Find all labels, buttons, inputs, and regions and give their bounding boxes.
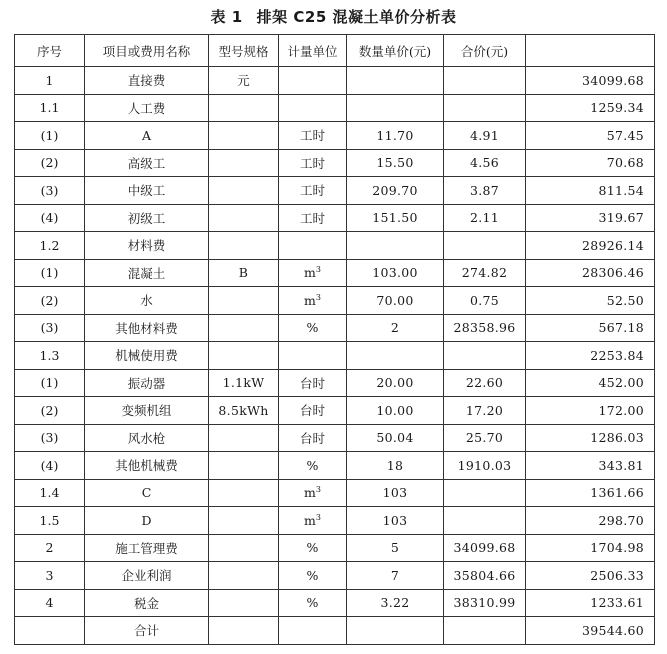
cell-unit-text: m — [304, 512, 316, 528]
cell-amount — [444, 589, 526, 617]
cell-qty-text: 7 — [390, 567, 400, 583]
cell-name — [85, 534, 209, 562]
cell-no — [15, 507, 85, 535]
cell-qty-text: 15.50 — [376, 155, 414, 171]
cell-no-text: (4) — [40, 457, 59, 473]
cell-name — [85, 94, 209, 122]
cell-unit — [279, 369, 347, 397]
cell-qty-text: 3.22 — [380, 595, 410, 611]
cell-name-text: A — [141, 127, 152, 143]
cell-amount — [444, 507, 526, 535]
cell-unit — [279, 534, 347, 562]
cell-name — [85, 122, 209, 150]
cell-total — [526, 534, 655, 562]
cell-no-text: 1.1 — [39, 100, 60, 116]
table-row — [15, 369, 655, 397]
cell-name — [85, 424, 209, 452]
table-body — [15, 67, 655, 645]
unit-superscript: 3 — [315, 485, 321, 495]
cell-total-text: 319.67 — [598, 210, 644, 226]
cell-name — [85, 342, 209, 370]
cell-spec — [209, 287, 279, 315]
unit-superscript: 3 — [315, 265, 321, 275]
cell-name — [85, 259, 209, 287]
cell-spec — [209, 397, 279, 425]
cell-name-text: 初级工 — [127, 210, 166, 226]
cell-no — [15, 424, 85, 452]
cell-unit — [279, 177, 347, 205]
cell-no — [15, 397, 85, 425]
table-row — [15, 452, 655, 480]
cell-qty — [347, 342, 444, 370]
table-row — [15, 479, 655, 507]
header-unit: 计量单位 — [279, 35, 347, 67]
cell-no-text: (3) — [40, 182, 59, 198]
cell-no-text: (1) — [40, 375, 59, 391]
cell-no — [15, 259, 85, 287]
cell-total-text: 34099.68 — [581, 72, 644, 88]
cell-qty — [347, 479, 444, 507]
cell-name-text: C — [141, 485, 152, 501]
cell-qty-text: 50.04 — [376, 430, 414, 446]
cell-no-text: 3 — [45, 567, 54, 583]
cell-unit — [279, 122, 347, 150]
cell-no — [15, 232, 85, 260]
cell-amount-text: 25.70 — [465, 430, 504, 446]
cell-qty-text: 70.00 — [376, 292, 414, 308]
cell-qty — [347, 232, 444, 260]
cell-total — [526, 94, 655, 122]
table-title-text: 排架 C25 混凝土单价分析表 — [256, 8, 457, 26]
cell-total — [526, 314, 655, 342]
cell-unit — [279, 314, 347, 342]
cell-total — [526, 204, 655, 232]
cell-total — [526, 424, 655, 452]
cell-total — [526, 232, 655, 260]
cell-total-text: 172.00 — [598, 402, 644, 418]
cell-spec — [209, 122, 279, 150]
cell-total — [526, 617, 655, 645]
cell-amount-text: 2.11 — [469, 210, 500, 226]
cell-unit-text: % — [306, 595, 319, 611]
cell-amount — [444, 342, 526, 370]
cell-amount-text: 1910.03 — [457, 457, 512, 473]
cell-qty — [347, 94, 444, 122]
unit-superscript: 3 — [315, 512, 321, 522]
cell-unit — [279, 589, 347, 617]
cell-spec — [209, 424, 279, 452]
cell-amount-text: 0.75 — [469, 292, 500, 308]
cell-total-text: 811.54 — [598, 182, 644, 198]
cell-spec — [209, 342, 279, 370]
cell-total — [526, 369, 655, 397]
cell-qty — [347, 177, 444, 205]
cell-total-text: 1704.98 — [590, 540, 644, 556]
cell-total-text: 298.70 — [598, 512, 644, 528]
cell-no-text: 1.3 — [39, 347, 60, 363]
cell-no — [15, 342, 85, 370]
cell-no-text: 1.2 — [39, 237, 60, 253]
cell-no — [15, 479, 85, 507]
cell-amount — [444, 452, 526, 480]
cell-unit — [279, 617, 347, 645]
cell-name — [85, 314, 209, 342]
cell-no-text: (1) — [40, 265, 59, 281]
cell-amount — [444, 232, 526, 260]
cell-unit-text: m — [304, 292, 316, 308]
cell-no — [15, 314, 85, 342]
cell-qty-text: 20.00 — [376, 375, 414, 391]
cell-spec — [209, 232, 279, 260]
table-row — [15, 232, 655, 260]
table-row — [15, 562, 655, 590]
cell-no — [15, 452, 85, 480]
cell-unit-text: 工时 — [299, 155, 325, 171]
cell-total — [526, 67, 655, 95]
cell-unit-text: % — [306, 457, 319, 473]
cell-amount — [444, 287, 526, 315]
cell-unit — [279, 259, 347, 287]
table-row — [15, 122, 655, 150]
cell-no — [15, 562, 85, 590]
cell-total-text: 452.00 — [598, 375, 644, 391]
cell-name-text: 风水枪 — [127, 430, 166, 446]
cell-name-text: 水 — [140, 293, 153, 309]
cell-amount — [444, 424, 526, 452]
cell-total-text: 1259.34 — [590, 100, 644, 116]
cell-amount — [444, 94, 526, 122]
cell-no-text: (4) — [40, 210, 59, 226]
cell-name-text: 合计 — [133, 623, 159, 639]
cell-name-text: 变频机组 — [121, 403, 172, 419]
cell-no-text: (2) — [40, 155, 59, 171]
cell-amount — [444, 397, 526, 425]
header-no: 序号 — [15, 35, 85, 67]
table-row — [15, 204, 655, 232]
cell-qty-text: 103 — [382, 512, 408, 528]
cell-amount — [444, 479, 526, 507]
cell-qty — [347, 589, 444, 617]
cell-unit — [279, 507, 347, 535]
cell-name-text: 税金 — [133, 595, 159, 611]
cell-unit — [279, 479, 347, 507]
table-row — [15, 507, 655, 535]
cell-no-text: 4 — [45, 595, 54, 611]
cell-name — [85, 232, 209, 260]
cell-name — [85, 149, 209, 177]
cell-name — [85, 452, 209, 480]
cell-no — [15, 617, 85, 645]
cell-name-text: D — [141, 512, 152, 528]
cell-amount — [444, 67, 526, 95]
cell-no-text: 1.4 — [39, 485, 60, 501]
cell-name — [85, 589, 209, 617]
cell-unit — [279, 94, 347, 122]
cell-total-text: 28306.46 — [581, 265, 644, 281]
cell-total — [526, 479, 655, 507]
cell-total-text: 1361.66 — [590, 485, 644, 501]
cell-total-text: 2506.33 — [590, 567, 644, 583]
cell-no-text: (2) — [40, 402, 59, 418]
cell-amount — [444, 259, 526, 287]
cell-total-text: 57.45 — [606, 127, 644, 143]
cell-unit — [279, 562, 347, 590]
cell-qty-text: 2 — [390, 320, 400, 336]
unit-price-table — [14, 34, 655, 645]
cell-qty-text: 103.00 — [372, 265, 418, 281]
cell-name — [85, 287, 209, 315]
cell-amount-text: 22.60 — [465, 375, 504, 391]
cell-name-text: 人工费 — [127, 100, 166, 116]
cell-unit-text: 台时 — [299, 403, 325, 419]
cell-total — [526, 507, 655, 535]
cell-spec — [209, 507, 279, 535]
cell-total — [526, 287, 655, 315]
cell-name — [85, 204, 209, 232]
cell-total-text: 2253.84 — [590, 347, 644, 363]
cell-amount-text: 274.82 — [461, 265, 508, 281]
cell-total-text: 1286.03 — [590, 430, 644, 446]
cell-total-text: 567.18 — [598, 320, 644, 336]
cell-unit — [279, 424, 347, 452]
cell-spec — [209, 94, 279, 122]
cell-qty — [347, 122, 444, 150]
cell-amount-text: 34099.68 — [453, 540, 516, 556]
table-title — [0, 6, 667, 27]
cell-spec — [209, 177, 279, 205]
cell-no-text: (3) — [40, 430, 59, 446]
cell-amount — [444, 369, 526, 397]
cell-qty — [347, 369, 444, 397]
cell-spec — [209, 149, 279, 177]
header-spec: 型号规格 — [209, 35, 279, 67]
cell-amount-text: 4.56 — [469, 155, 500, 171]
table-row — [15, 397, 655, 425]
cell-no — [15, 204, 85, 232]
cell-name-text: 材料费 — [127, 238, 166, 254]
cell-no-text: 2 — [45, 540, 54, 556]
cell-amount — [444, 204, 526, 232]
table-row — [15, 342, 655, 370]
cell-unit — [279, 149, 347, 177]
table-row — [15, 94, 655, 122]
cell-qty — [347, 424, 444, 452]
cell-qty — [347, 314, 444, 342]
cell-qty — [347, 452, 444, 480]
cell-no — [15, 534, 85, 562]
cell-spec — [209, 369, 279, 397]
cell-qty — [347, 259, 444, 287]
cell-amount-text: 3.87 — [469, 182, 500, 198]
cell-amount — [444, 617, 526, 645]
table-row — [15, 259, 655, 287]
table-row — [15, 177, 655, 205]
cell-spec-text: 元 — [237, 73, 250, 89]
cell-amount — [444, 122, 526, 150]
cell-name-text: 其他机械费 — [115, 458, 178, 474]
header-amount: 合价(元) — [444, 35, 526, 67]
cell-no — [15, 177, 85, 205]
cell-no-text: (2) — [40, 292, 59, 308]
cell-spec — [209, 314, 279, 342]
cell-spec — [209, 562, 279, 590]
cell-name-text: 施工管理费 — [115, 540, 178, 556]
cell-spec — [209, 204, 279, 232]
cell-name — [85, 369, 209, 397]
table-row — [15, 617, 655, 645]
cell-total — [526, 122, 655, 150]
cell-name — [85, 562, 209, 590]
header-total — [526, 35, 655, 67]
cell-qty-text: 209.70 — [372, 182, 418, 198]
cell-unit-text: 工时 — [299, 183, 325, 199]
cell-amount — [444, 149, 526, 177]
cell-unit — [279, 287, 347, 315]
cell-spec — [209, 589, 279, 617]
unit-superscript: 3 — [315, 292, 321, 302]
cell-unit — [279, 342, 347, 370]
cell-unit-text: m — [304, 265, 316, 281]
cell-name — [85, 479, 209, 507]
cell-qty — [347, 287, 444, 315]
cell-total — [526, 149, 655, 177]
cell-amount — [444, 534, 526, 562]
cell-spec — [209, 259, 279, 287]
cell-unit-text: % — [306, 567, 319, 583]
cell-unit — [279, 452, 347, 480]
cell-no — [15, 287, 85, 315]
cell-qty-text: 18 — [386, 457, 404, 473]
table-header — [15, 35, 655, 67]
cell-name — [85, 177, 209, 205]
cell-qty — [347, 204, 444, 232]
cell-name-text: 高级工 — [127, 155, 166, 171]
cell-spec — [209, 534, 279, 562]
header-name: 项目或费用名称 — [85, 35, 209, 67]
cell-spec-text: 8.5kWh — [218, 402, 269, 418]
cell-unit-text: % — [306, 540, 319, 556]
table-row — [15, 314, 655, 342]
table-row — [15, 589, 655, 617]
cell-qty-text: 103 — [382, 485, 408, 501]
cell-spec-text: 1.1kW — [222, 375, 265, 391]
cell-qty — [347, 617, 444, 645]
cell-amount-text: 28358.96 — [453, 320, 516, 336]
cell-amount — [444, 177, 526, 205]
cell-unit-text: 台时 — [299, 430, 325, 446]
cell-spec — [209, 67, 279, 95]
cell-total — [526, 452, 655, 480]
cell-name — [85, 67, 209, 95]
cell-total — [526, 397, 655, 425]
cell-total-text: 343.81 — [598, 457, 644, 473]
table-row — [15, 287, 655, 315]
cell-amount-text: 35804.66 — [453, 567, 516, 583]
cell-total — [526, 259, 655, 287]
cell-spec — [209, 452, 279, 480]
cell-total — [526, 562, 655, 590]
cell-name — [85, 507, 209, 535]
cell-qty — [347, 397, 444, 425]
cell-no — [15, 369, 85, 397]
cell-name-text: 企业利润 — [121, 568, 172, 584]
cell-name-text: 直接费 — [127, 73, 166, 89]
cell-spec-text: B — [238, 265, 249, 281]
cell-total-text: 70.68 — [606, 155, 644, 171]
cell-unit-text: m — [304, 485, 316, 501]
cell-no — [15, 589, 85, 617]
cell-qty-text: 5 — [390, 540, 400, 556]
cell-unit-text: 工时 — [299, 128, 325, 144]
cell-name — [85, 617, 209, 645]
table-row — [15, 149, 655, 177]
cell-amount — [444, 314, 526, 342]
cell-qty — [347, 507, 444, 535]
cell-unit-text: % — [306, 320, 319, 336]
cell-amount-text: 17.20 — [465, 402, 504, 418]
cell-total-text: 1233.61 — [590, 595, 644, 611]
table-number: 表 1 — [210, 8, 243, 26]
cell-unit-text: 台时 — [299, 375, 325, 391]
cell-unit — [279, 204, 347, 232]
cell-spec — [209, 479, 279, 507]
cell-qty-text: 151.50 — [372, 210, 418, 226]
cell-amount-text: 38310.99 — [453, 595, 516, 611]
cell-qty — [347, 534, 444, 562]
cell-total — [526, 589, 655, 617]
cell-qty — [347, 562, 444, 590]
cell-qty — [347, 149, 444, 177]
table-row — [15, 534, 655, 562]
cell-qty — [347, 67, 444, 95]
cell-total — [526, 177, 655, 205]
cell-name — [85, 397, 209, 425]
cell-unit — [279, 397, 347, 425]
cell-qty-text: 10.00 — [376, 402, 414, 418]
cell-no-text: (3) — [40, 320, 59, 336]
cell-no — [15, 67, 85, 95]
cell-unit-text: 工时 — [299, 210, 325, 226]
cell-no-text: 1 — [45, 72, 54, 88]
cell-no — [15, 122, 85, 150]
header-row — [15, 35, 655, 67]
cell-unit — [279, 67, 347, 95]
cell-no-text: (1) — [40, 127, 59, 143]
cell-total-text: 39544.60 — [581, 622, 644, 638]
cell-amount — [444, 562, 526, 590]
cell-name-text: 混凝土 — [127, 265, 166, 281]
cell-spec — [209, 617, 279, 645]
cell-qty-text: 11.70 — [376, 127, 414, 143]
cell-no — [15, 149, 85, 177]
cell-name-text: 机械使用费 — [115, 348, 178, 364]
cell-name-text: 振动器 — [127, 375, 166, 391]
cell-no-text: 1.5 — [39, 512, 60, 528]
cell-total-text: 52.50 — [606, 292, 644, 308]
cell-total — [526, 342, 655, 370]
header-qty: 数量单价(元) — [347, 35, 444, 67]
cell-name-text: 其他材料费 — [115, 320, 178, 336]
cell-unit — [279, 232, 347, 260]
cell-name-text: 中级工 — [127, 183, 166, 199]
cell-no — [15, 94, 85, 122]
table-row — [15, 67, 655, 95]
cell-amount-text: 4.91 — [469, 127, 500, 143]
table-row — [15, 424, 655, 452]
cell-total-text: 28926.14 — [581, 237, 644, 253]
